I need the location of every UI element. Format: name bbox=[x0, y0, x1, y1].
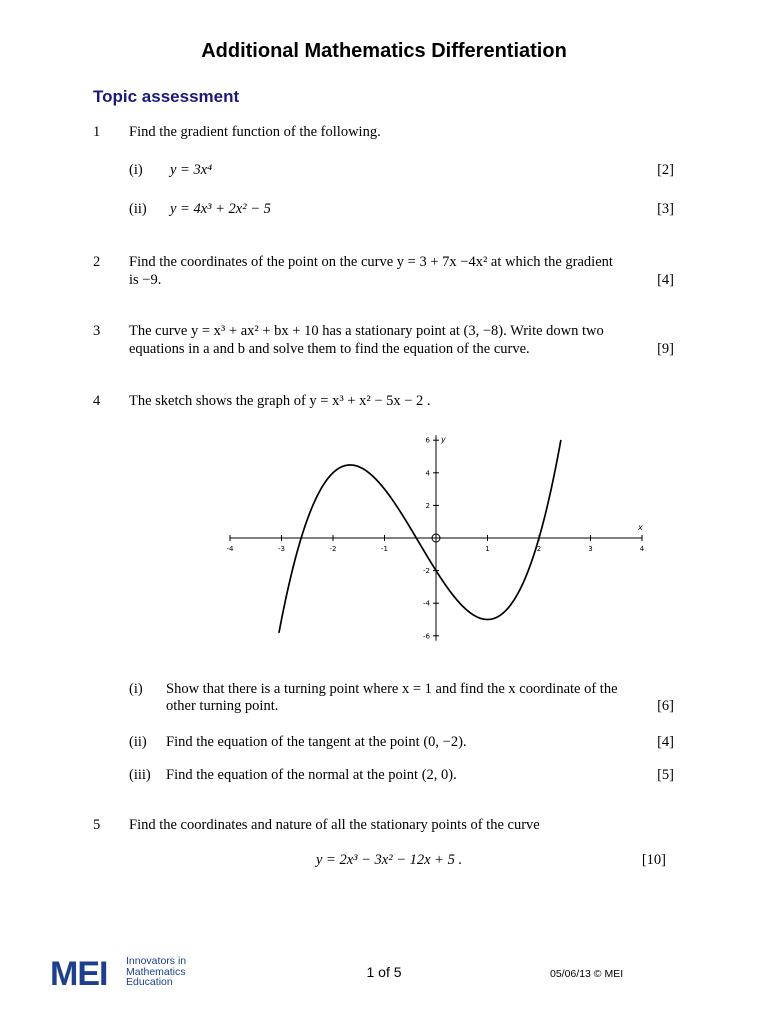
question-3-marks: [9] bbox=[657, 341, 674, 357]
question-4-number: 4 bbox=[93, 393, 101, 409]
question-2-marks: [4] bbox=[657, 272, 674, 288]
page-number: 1 of 5 bbox=[366, 964, 402, 980]
x-tick-label: -1 bbox=[381, 545, 388, 553]
y-tick-label: -4 bbox=[423, 599, 430, 608]
section-heading: Topic assessment bbox=[93, 87, 240, 106]
x-tick-label: 2 bbox=[536, 545, 542, 553]
x-tick-label: -3 bbox=[278, 545, 285, 553]
cubic-graph bbox=[222, 432, 652, 652]
y-axis-label: y bbox=[441, 435, 446, 445]
x-axis-label: x bbox=[638, 523, 643, 532]
footer-date: 05/06/13 © MEI bbox=[550, 968, 624, 980]
graph-curve bbox=[279, 440, 561, 633]
question-2-line-1: Find the coordinates of the point on the curve y = 3 + 7x −4x² at which the gradient bbox=[129, 254, 613, 270]
question-4i-marks: [6] bbox=[657, 698, 674, 714]
question-4ii-label: (ii) bbox=[129, 734, 147, 750]
question-1-number: 1 bbox=[93, 124, 101, 140]
question-4-text: The sketch shows the graph of y = x³ + x² − 5x − 2 . bbox=[129, 393, 431, 409]
question-3-line-2: equations in a and b and solve them to find the equation of the curve. bbox=[129, 341, 530, 357]
question-2-number: 2 bbox=[93, 254, 101, 270]
question-1ii-expression: y = 4x³ + 2x² − 5 bbox=[170, 201, 271, 217]
question-3-line-1: The curve y = x³ + ax² + bx + 10 has a stationary point at (3, −8). Write down two bbox=[129, 323, 604, 339]
question-5-text: Find the coordinates and nature of all the stationary points of the curve bbox=[129, 817, 540, 833]
y-tick-label: -6 bbox=[423, 632, 430, 641]
question-5-marks: [10] bbox=[641, 852, 666, 868]
x-tick-label: 3 bbox=[588, 545, 593, 553]
logo-tagline-line-3: Education bbox=[126, 976, 173, 988]
logo-tagline-line-2: Mathematics bbox=[126, 965, 186, 978]
y-tick-label: -2 bbox=[423, 567, 430, 576]
question-1-text: Find the gradient function of the following. bbox=[129, 124, 381, 140]
question-4ii-marks: [4] bbox=[657, 734, 674, 750]
y-tick-label: 2 bbox=[425, 501, 430, 510]
x-tick-label: -2 bbox=[329, 545, 337, 553]
question-4iii-marks: [5] bbox=[657, 767, 674, 783]
question-4ii-text: Find the equation of the tangent at the point (0, −2). bbox=[166, 734, 467, 750]
question-5-expression: y = 2x³ − 3x² − 12x + 5 . bbox=[316, 852, 463, 868]
question-4i-line-2: other turning point. bbox=[166, 698, 279, 714]
y-tick-label: 4 bbox=[425, 469, 430, 478]
x-tick-label: 4 bbox=[639, 545, 645, 553]
question-1ii-label: (ii) bbox=[129, 201, 147, 217]
graph-axes bbox=[230, 435, 642, 640]
logo-tagline-line-1: Innovators in bbox=[126, 955, 187, 967]
question-5-number: 5 bbox=[93, 817, 101, 833]
question-1i-expression: y = 3x⁴ bbox=[170, 162, 213, 178]
x-tick-label: -4 bbox=[226, 545, 234, 553]
question-4i-line-1: Show that there is a turning point where x = 1 and find the x coordinate of the bbox=[166, 681, 618, 697]
question-1i-label: (i) bbox=[129, 162, 143, 178]
question-1ii-marks: [3] bbox=[657, 201, 674, 217]
question-4i-label: (i) bbox=[129, 681, 143, 697]
y-tick-label: 6 bbox=[425, 436, 430, 445]
mei-logo: MEI bbox=[50, 955, 108, 993]
x-tick-label: 1 bbox=[485, 545, 490, 553]
question-2-line-2: is −9. bbox=[129, 272, 162, 288]
question-4iii-text: Find the equation of the normal at the point (2, 0). bbox=[166, 767, 457, 783]
question-1i-marks: [2] bbox=[657, 162, 674, 178]
question-3-number: 3 bbox=[93, 323, 101, 339]
question-4iii-label: (iii) bbox=[129, 767, 151, 783]
page-title: Additional Mathematics Differentiation bbox=[201, 40, 567, 62]
